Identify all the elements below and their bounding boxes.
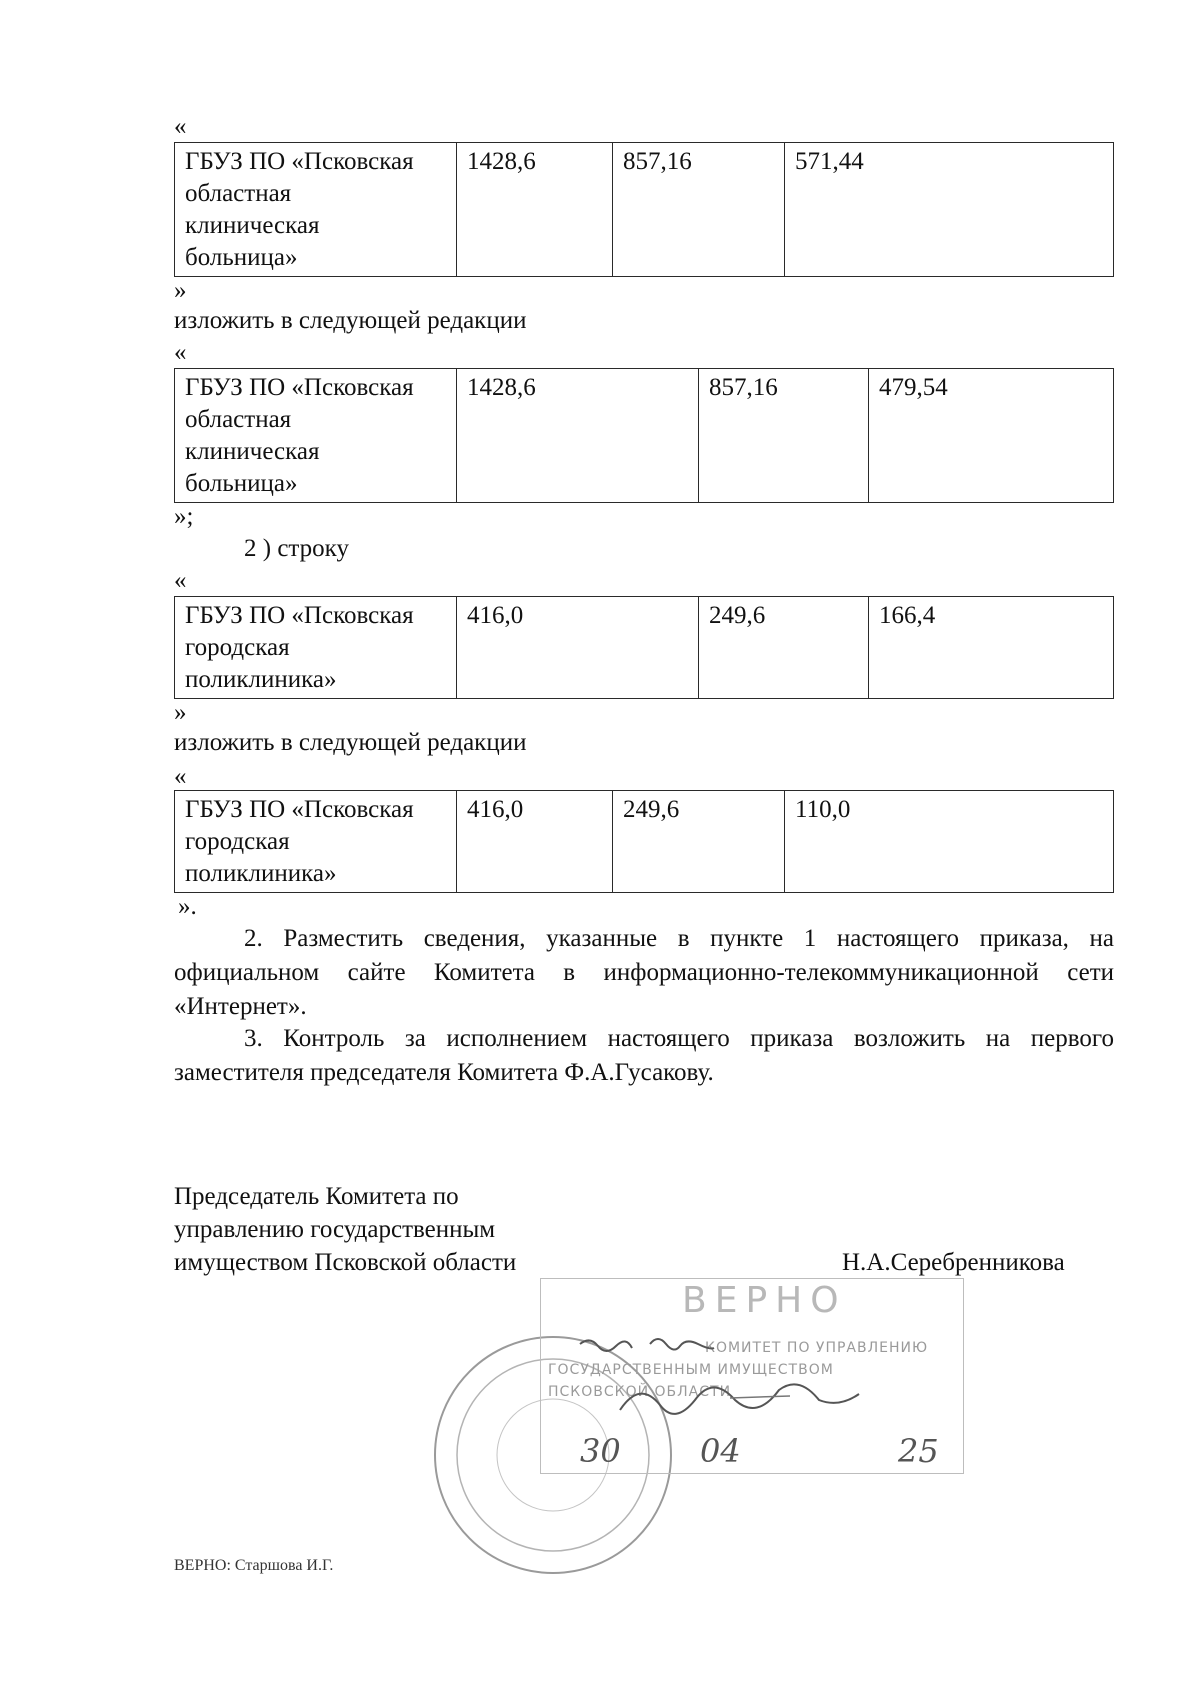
value-cell: 416,0 (457, 597, 699, 699)
value-cell: 416,0 (457, 791, 613, 893)
table-new-oblast-hospital (174, 368, 1114, 503)
institution-name: ГБУЗ ПО «Псковская областная клиническая больница» (175, 369, 457, 503)
value-cell: 249,6 (699, 597, 869, 699)
close-quote: » (174, 277, 187, 304)
paragraph-3: 3. Контроль за исполнением настоящего приказа возложить на первого заместителя председателя Комитета Ф.А.Гусакову. (174, 1025, 1114, 1086)
close-quote: »; (174, 503, 194, 530)
certification-footer: ВЕРНО: Старшова И.Г. (174, 1557, 334, 1574)
table-row (175, 791, 1114, 893)
open-quote: « (174, 567, 187, 594)
value-cell: 857,16 (699, 369, 869, 503)
table-row (175, 369, 1114, 503)
table-old-city-polyclinic (174, 596, 1114, 699)
table-row (175, 143, 1114, 277)
paragraph-2: 2. Разместить сведения, указанные в пункте 1 настоящего приказа, на официальном сайте Комитета в информационно-телекоммуникационной сети «Интернет». (174, 925, 1114, 1020)
table-row (175, 597, 1114, 699)
value-cell: 1428,6 (457, 369, 699, 503)
stamp-line: КОМИТЕТ ПО УПРАВЛЕНИЮ (705, 1340, 929, 1356)
open-quote: « (174, 113, 187, 140)
value-cell: 479,54 (869, 369, 1114, 503)
stamp-date-day: 30 (580, 1432, 621, 1470)
institution-name: ГБУЗ ПО «Псковская городская поликлиника» (175, 791, 457, 893)
stamp-line: ПСКОВСКОЙ ОБЛАСТИ (548, 1384, 732, 1400)
stamp-date-year: 25 (898, 1432, 939, 1470)
value-cell: 249,6 (613, 791, 785, 893)
open-quote: « (174, 763, 187, 790)
table-old-oblast-hospital (174, 142, 1114, 277)
signatory-position: Председатель Комитета по управлению государственным имуществом Псковской области (174, 1183, 517, 1276)
institution-name: ГБУЗ ПО «Псковская областная клиническая больница» (175, 143, 457, 277)
open-quote: « (174, 339, 187, 366)
stamp-verno: ВЕРНО (682, 1280, 847, 1321)
item-2-heading: 2 ) строку (244, 535, 349, 562)
signatory-name: Н.А.Серебренникова (842, 1249, 1065, 1276)
value-cell: 857,16 (613, 143, 785, 277)
value-cell: 166,4 (869, 597, 1114, 699)
value-cell: 571,44 (785, 143, 1114, 277)
table-new-city-polyclinic (174, 790, 1114, 893)
value-cell: 110,0 (785, 791, 1114, 893)
value-cell: 1428,6 (457, 143, 613, 277)
close-quote: ». (178, 893, 197, 920)
edit-instruction: изложить в следующей редакции (174, 307, 527, 334)
institution-name: ГБУЗ ПО «Псковская городская поликлиника» (175, 597, 457, 699)
stamp-date-month: 04 (700, 1432, 741, 1470)
close-quote: » (174, 699, 187, 726)
edit-instruction: изложить в следующей редакции (174, 729, 527, 756)
stamp-line: ГОСУДАРСТВЕННЫМ ИМУЩЕСТВОМ (548, 1362, 834, 1378)
